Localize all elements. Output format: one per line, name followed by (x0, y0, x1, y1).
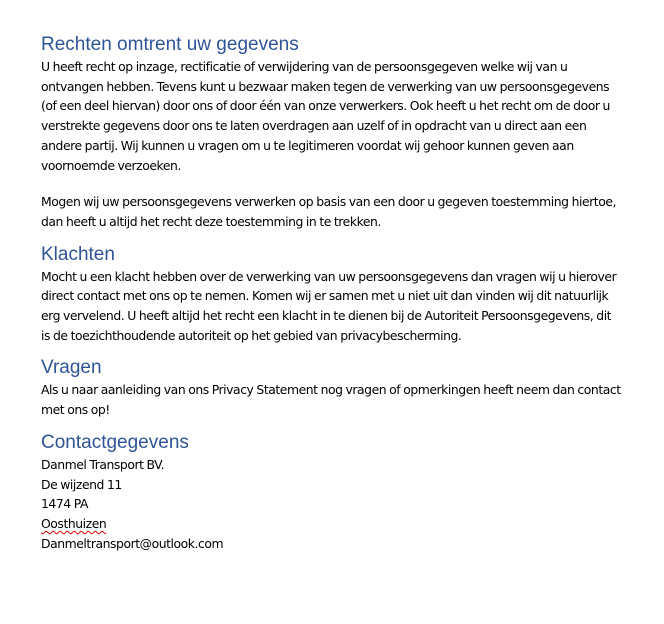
text-line: Als u naar aanleiding van ons Privacy Statement nog vragen of opmerkingen heeft neem dan contact (41, 382, 621, 398)
paragraph-rechten-1 (41, 57, 651, 175)
text-line: (of een deel hiervan) door ons of door één van onze verwerkers. Ook heeft u het recht om de door u (41, 98, 610, 114)
heading-contactgegevens: Contactgegevens (41, 431, 189, 453)
contact-city-line (41, 514, 651, 534)
document-page (41, 33, 651, 553)
text-line: Mogen wij uw persoonsgegevens verwerken op basis van een door u gegeven toestemming hiertoe, (41, 194, 616, 210)
heading-vragen: Vragen (41, 357, 102, 379)
section-spacer (41, 345, 651, 356)
text-line: ontvangen hebben. Tevens kunt u bezwaar maken tegen de verwerking van uw persoonsgegevens (41, 78, 610, 94)
text-line: erg vervelend. U heeft altijd het recht een klacht in te dienen bij de Autoriteit Persoonsgegevens, dit (41, 308, 612, 324)
text-line: Mocht u een klacht hebben over de verwerking van uw persoonsgegevens dan vragen wij u hierover (41, 268, 617, 284)
text-line: verstrekte gegevens door ons te laten overdragen aan uzelf of in opdracht van u direct aan een (41, 118, 587, 134)
paragraph-klachten (41, 267, 651, 346)
text-line: dan heeft u altijd het recht deze toestemming in te trekken. (41, 213, 381, 229)
text-line: voornoemde verzoeken. (41, 157, 181, 173)
text-line: is de toezichthoudende autoriteit op het gebied van privacybescherming. (41, 327, 462, 343)
contact-city: Oosthuizen (41, 515, 107, 531)
contact-street: De wijzend 11 (41, 476, 122, 492)
contact-block (41, 455, 651, 554)
contact-postcode: 1474 PA (41, 496, 88, 512)
heading-rechten: Rechten omtrent uw gegevens (41, 34, 299, 55)
contact-company: Danmel Transport BV. (41, 456, 165, 472)
section-spacer (41, 420, 651, 431)
paragraph-spacer (41, 175, 651, 192)
text-line: direct contact met ons op te nemen. Komen wij er samen met u niet uit dan vinden wij dit natuurlijk (41, 288, 609, 304)
text-line: U heeft recht op inzage, rectificatie of verwijdering van de persoonsgegeven welke wij van u (41, 59, 568, 74)
text-line: andere partij. Wij kunnen u vragen om u te legitimeren voordat wij gehoor kunnen geven aan (41, 137, 574, 153)
contact-email: Danmeltransport@outlook.com (41, 535, 224, 551)
paragraph-rechten-2 (41, 192, 651, 231)
section-spacer (41, 232, 651, 243)
paragraph-vragen (41, 380, 651, 419)
text-line: met ons op! (41, 402, 110, 418)
heading-klachten: Klachten (41, 243, 115, 265)
